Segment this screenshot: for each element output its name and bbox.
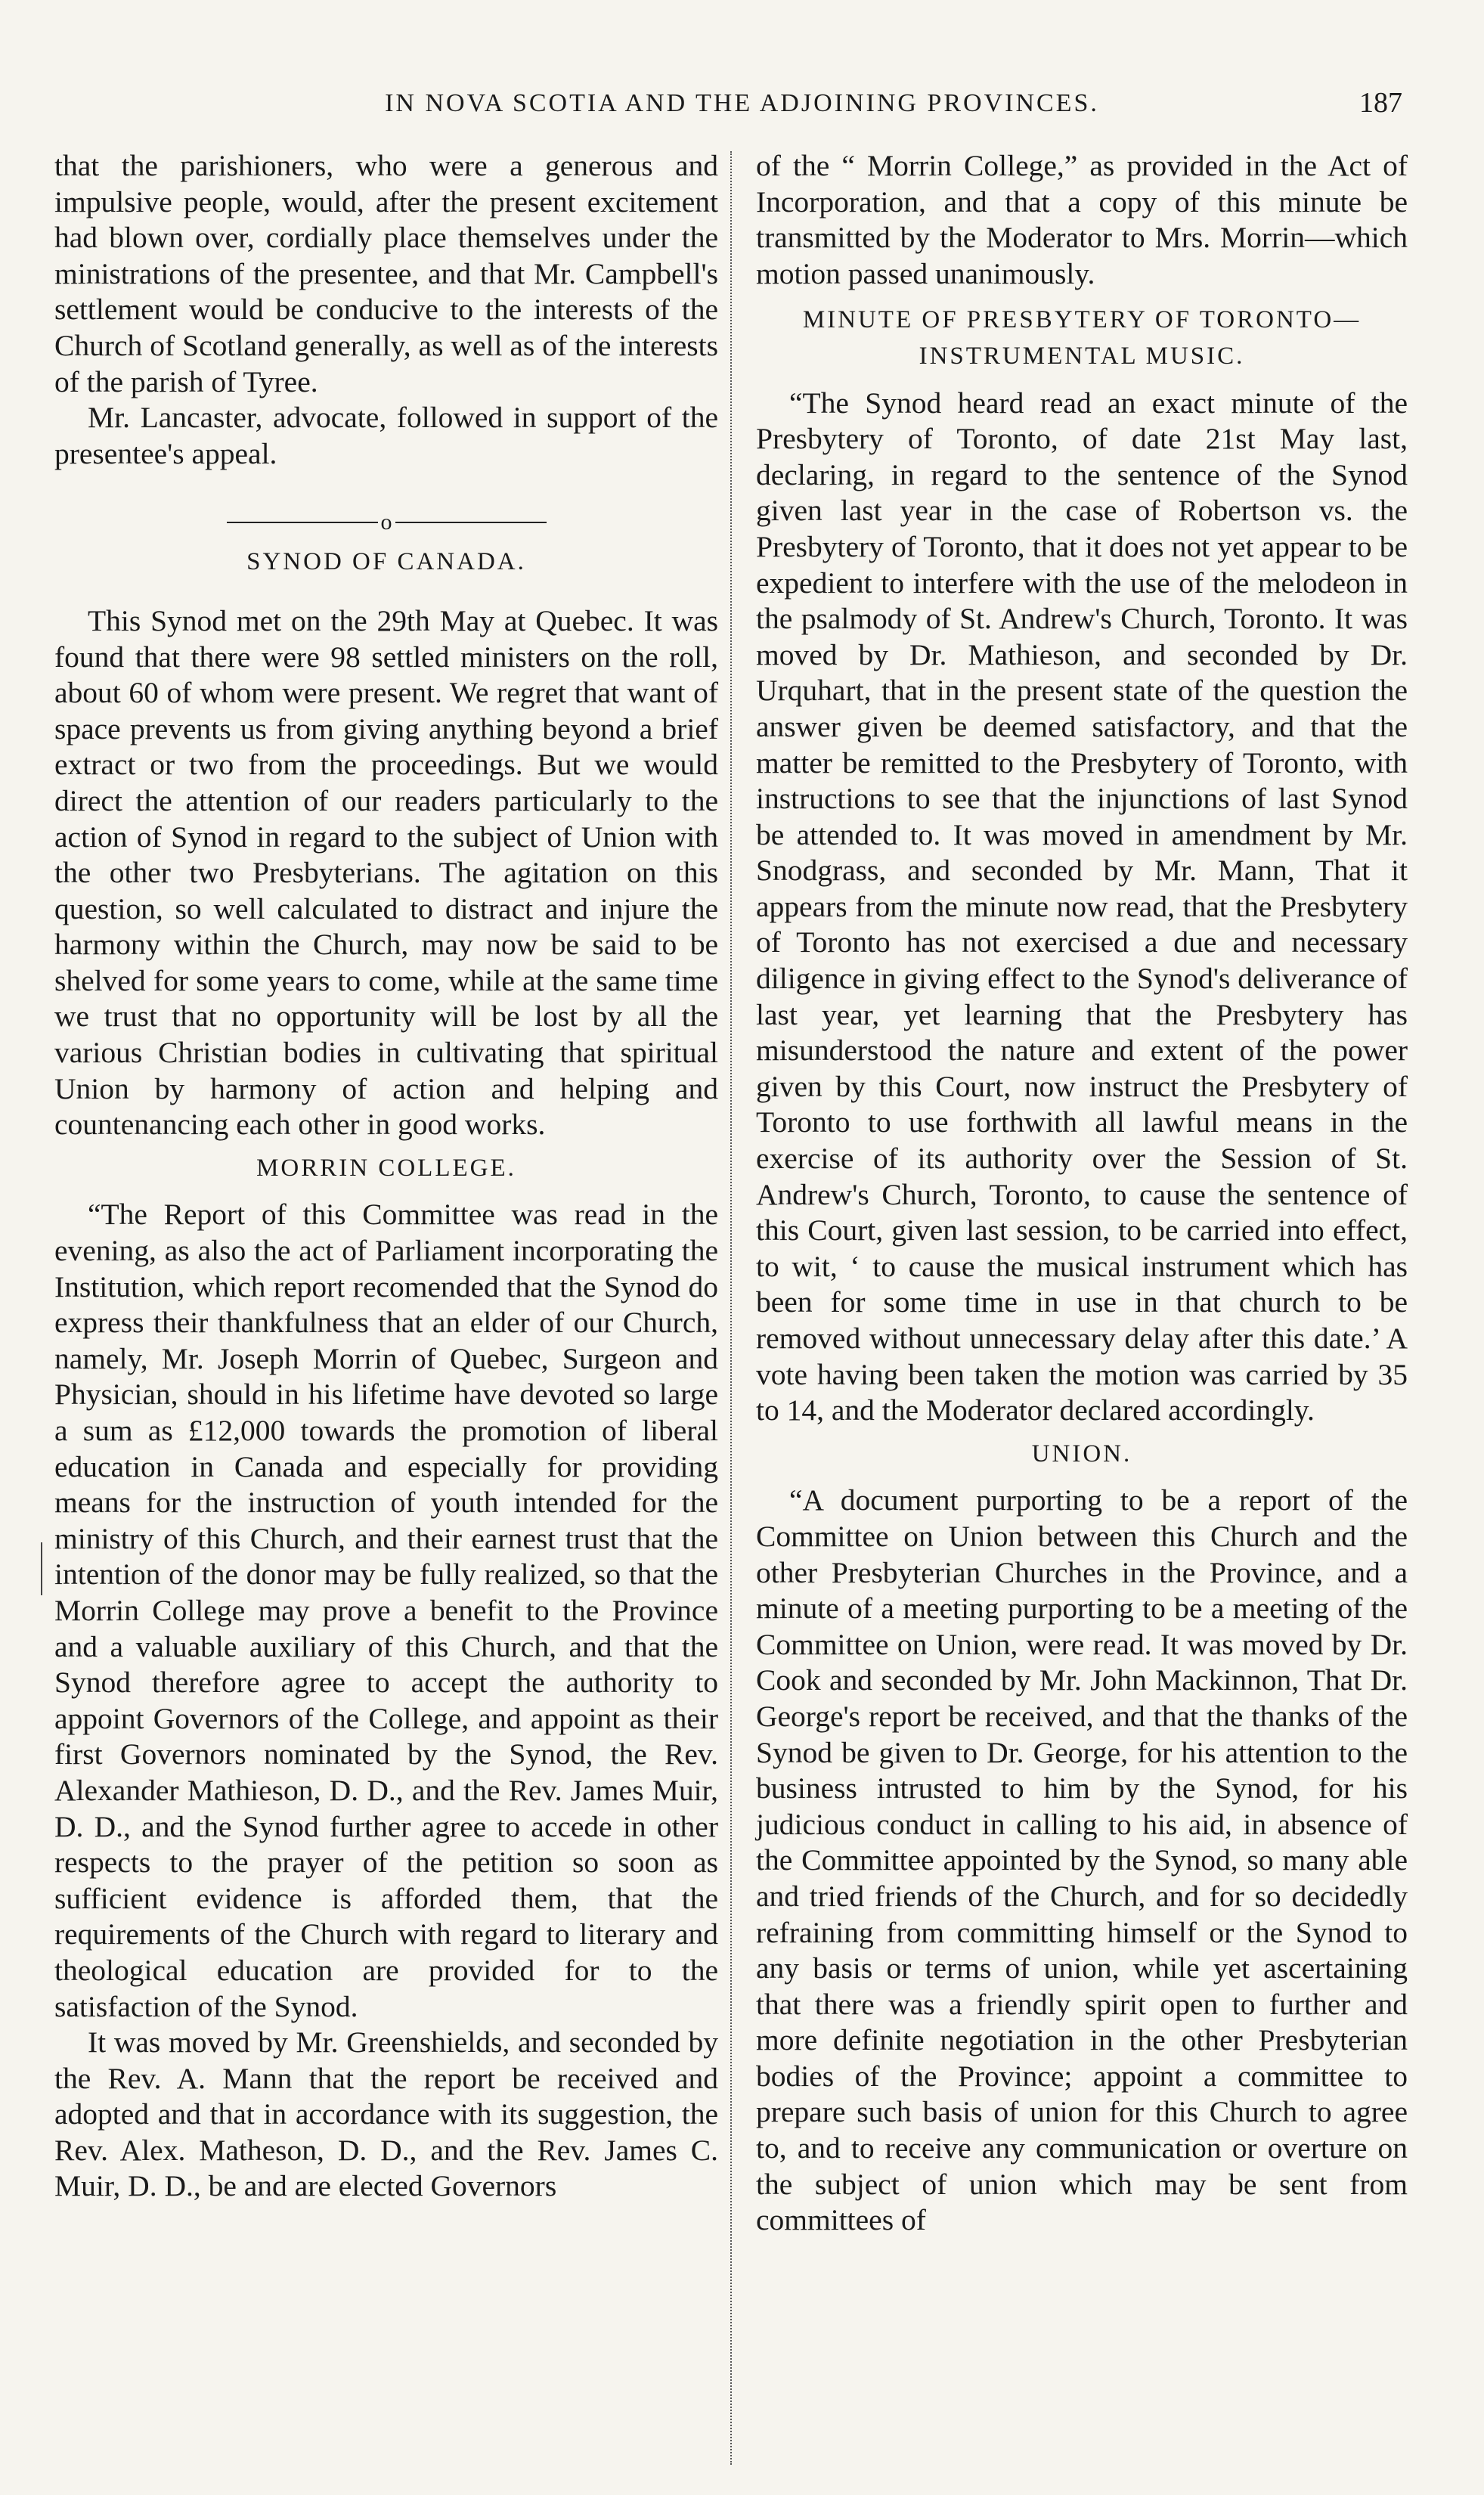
section-divider: [54, 502, 718, 535]
running-title: IN NOVA SCOTIA AND THE ADJOINING PROVINCES.: [385, 89, 1099, 117]
column-divider-rule: [730, 151, 732, 2465]
heading-morrin-college: MORRIN COLLEGE.: [256, 1154, 516, 1182]
divider-line-left: [227, 522, 378, 523]
left-paragraph-5: It was moved by Mr. Greenshields, and seconded by the Rev. A. Mann that the report be received and adopted and that in accordance with its suggestion, the Rev. Alex. Matheson, D. D., and the Rev. James C. Muir, D. D., be and are elected Governors: [54, 2025, 718, 2203]
left-paragraph-1: that the parishioners, who were a generous and impulsive people, would, after the present excitement had blown over, cordially place themselves under the ministrations of the presentee, and that Mr. Campbell's settlement would be conducive to the interests of the Church of Scotland generally, as well as of the interests of the parish of Tyree.: [54, 149, 718, 398]
right-column: [756, 148, 1408, 2239]
divider-ornament: o: [380, 510, 392, 535]
heading-minute-presbytery: MINUTE OF PRESBYTERY OF TORONTO—: [802, 306, 1362, 334]
left-column: [54, 148, 718, 2205]
right-paragraph-1: of the “ Morrin College,” as provided in the Act of Incorporation, and that a copy of this minute be transmitted by the Moderator to Mrs. Morrin—which motion passed unanimously.: [756, 149, 1408, 290]
heading-union: UNION.: [1031, 1440, 1132, 1468]
heading-instrumental-music: INSTRUMENTAL MUSIC.: [919, 342, 1245, 370]
left-paragraph-4: “The Report of this Committee was read in the evening, as also the act of Parliament incorporating the Institution, which report recomended that the Synod do express their thankfulness that an elder of our Church, namely, Mr. Joseph Morrin of Quebec, Surgeon and Physician, should in his lifetime have devoted so large a sum as £12,000 towards the promotion of liberal education in Canada and especially for providing means for the instruction of youth intended for the ministry of this Church, and their earnest trust that the intention of the donor may be fully realized, so that the Morrin College may prove a benefit to the Province and a valuable auxiliary of this Church, and that the Synod therefore agree to accept the authority to appoint Governors of the College, and appoint as their first Governors nominated by the Synod, the Rev. Alexander Mathieson, D. D., and the Rev. James Muir, D. D., and the Synod further agree to accede in other respects to the prayer of the petition so soon as sufficient evidence is afforded them, that the requirements of the Church with regard to literary and theological education are provided for to the satisfaction of the Synod.: [54, 1198, 718, 2023]
right-paragraph-2: “The Synod heard read an exact minute of the Presbytery of Toronto, of date 21st May last, declaring, in regard to the sentence of the Synod given last year in the case of Robertson vs. the Presbytery of Toronto, that it does not yet appear to be expedient to interfere with the use of the melodeon in the psalmody of St. Andrew's Church, Toronto. It was moved by Dr. Mathieson, and seconded by Dr. Urquhart, that in the present state of the question the answer given be deemed satisfactory, and that the matter be remitted to the Presbytery of Toronto, with instructions to see that the injunctions of last Synod be attended to. It was moved in amendment by Mr. Snodgrass, and seconded by Mr. Mann, That it appears from the minute now read, that the Presbytery of Toronto has not exercised a due and necessary diligence in giving effect to the Synod's deliverance of last year, yet learning that the Presbytery has misunderstood the nature and extent of the power given by this Court, now instruct the Presbytery of Toronto to use forthwith all lawful means in the exercise of its authority over the Session of St. Andrew's Church, Toronto, to cause the sentence of this Court, given last session, to be carried into effect, to wit, ‘ to cause the musical instrument which has been for some time in use in that church to be removed without unnecessary delay after this date.’ A vote having been taken the motion was carried by 35 to 14, and the Moderator declared accordingly.: [756, 386, 1408, 1427]
left-paragraph-3: This Synod met on the 29th May at Quebec. It was found that there were 98 settled ministers on the roll, about 60 of whom were present. We regret that want of space prevents us from giving anything beyond a brief extract or two from the proceedings. But we would direct the attention of our readers particularly to the action of Synod in regard to the subject of Union with the other two Presbyterians. The agitation on this question, so well calculated to distract and injure the harmony within the Church, may now be said to be shelved for some years to come, while at the same time we trust that no opportunity will be lost by all the various Christian bodies in cultivating that spiritual Union by harmony of action and helping and countenancing each other in good works.: [54, 603, 718, 1142]
page-number: 187: [1359, 87, 1402, 119]
divider-line-right: [395, 522, 547, 523]
heading-synod-of-canada: SYNOD OF CANADA.: [246, 548, 526, 576]
right-paragraph-3: “A document purporting to be a report of the Committee on Union between this Church and the other Presbyterian Churches in the Province, and a minute of a meeting purporting to be a meeting of the Committee on Union, were read. It was moved by Dr. Cook and seconded by Mr. John Mackinnon, That Dr. George's report be received, and that the thanks of the Synod be given to Dr. George, for his attention to the business intrusted to him by the Synod, for his judicious conduct in calling to his aid, in absence of the Committee appointed by the Synod, so many able and tried friends of the Church, and for so decidedly refraining from committing himself or the Synod to any basis or terms of union, while yet ascertaining that there was a friendly spirit open to further and more definite negotiation in the other Presbyterian bodies of the Province; appoint a committee to prepare such basis of union for this Church to agree to, and to receive any communication or overture on the subject of union which may be sent from committees of: [756, 1483, 1408, 2237]
margin-mark: [41, 1542, 42, 1595]
left-paragraph-2: Mr. Lancaster, advocate, followed in support of the presentee's appeal.: [54, 401, 718, 470]
